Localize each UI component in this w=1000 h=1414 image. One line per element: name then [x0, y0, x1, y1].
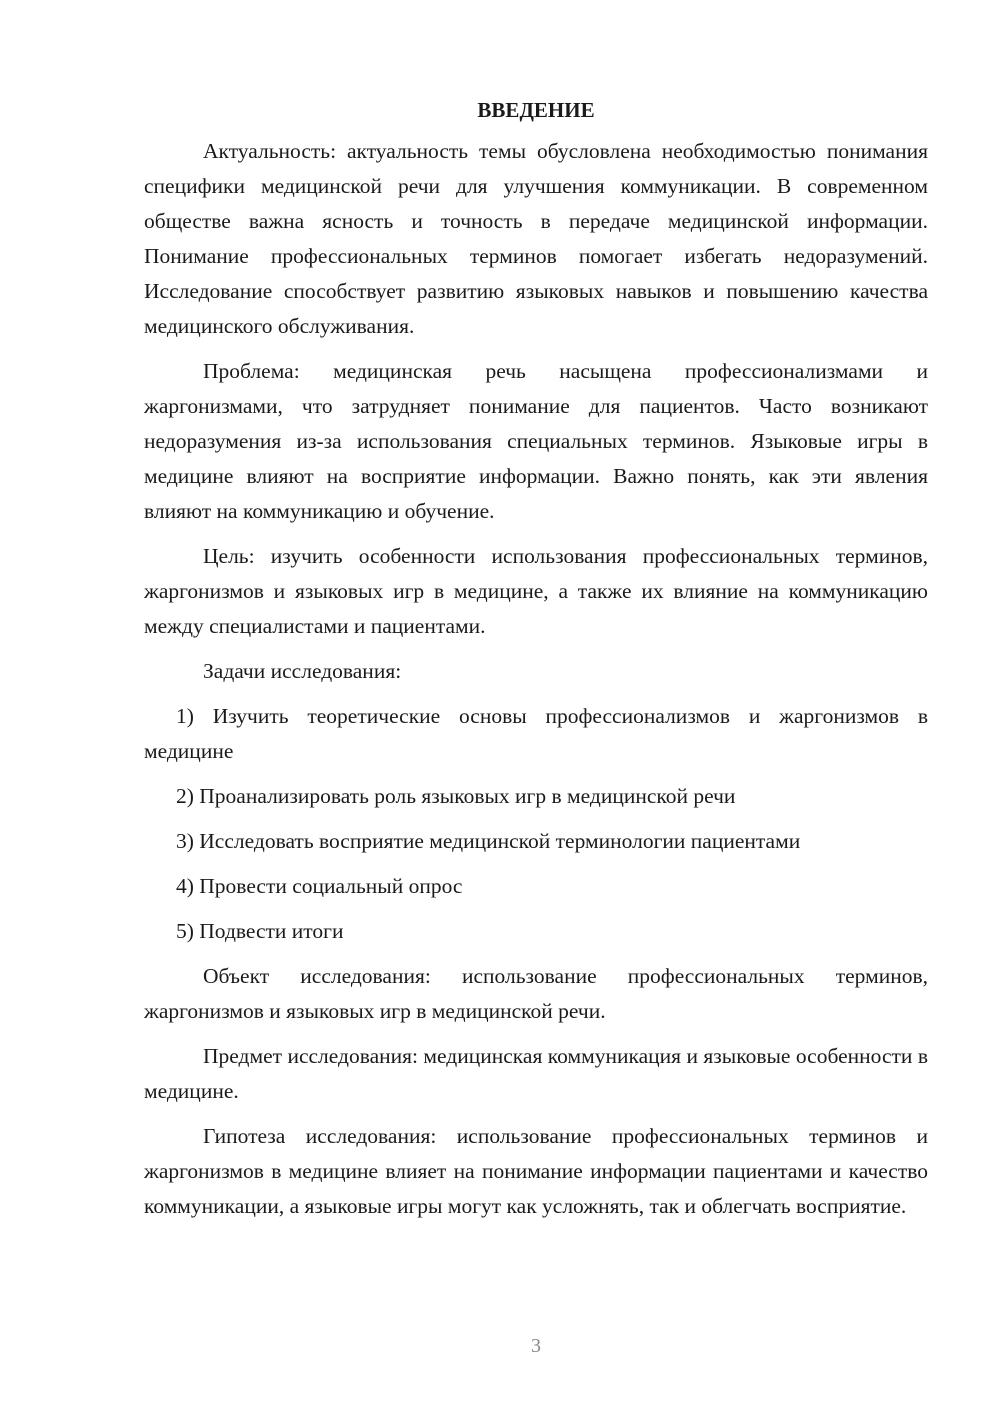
- page-title: ВВЕДЕНИЕ: [477, 98, 595, 122]
- object-paragraph: Объект исследования: использование профессиональных терминов, жаргонизмов и языковых игр в медицинской речи.: [144, 964, 928, 1023]
- list-item: 4) Провести социальный опрос: [176, 874, 463, 898]
- list-item: 5) Подвести итоги: [176, 919, 344, 943]
- list-item: 1) Изучить теоретические основы профессионализмов и жаргонизмов в медицине: [144, 704, 928, 763]
- list-item: 3) Исследовать восприятие медицинской терминологии пациентами: [176, 829, 801, 853]
- page-number: 3: [531, 1335, 541, 1357]
- hypothesis-paragraph: Гипотеза исследования: использование профессиональных терминов и жаргонизмов в медицине влияет на понимание информации пациентами и качество коммуникации, а языковые игры могут как усложнять, так и облегчать восприятие.: [144, 1124, 928, 1218]
- page-content: [144, 96, 928, 1234]
- subject-paragraph: Предмет исследования: медицинская коммуникация и языковые особенности в медицине.: [144, 1044, 928, 1103]
- tasks-heading: Задачи исследования:: [203, 659, 402, 683]
- relevance-paragraph: Актуальность: актуальность темы обусловлена необходимостью понимания специфики медицинской речи для улучшения коммуникации. В современном обществе важна ясность и точность в передаче медицинской информации. Понимание профессиональных терминов помогает избегать недоразумений. Исследование способствует развитию языковых навыков и повышению качества медицинского обслуживания.: [144, 139, 928, 338]
- problem-paragraph: Проблема: медицинская речь насыщена профессионализмами и жаргонизмами, что затрудняет понимание для пациентов. Часто возникают недоразумения из-за использования специальных терминов. Языковые игры в медицине влияют на восприятие информации. Важно понять, как эти явления влияют на коммуникацию и обучение.: [144, 359, 928, 523]
- tasks-list: [144, 699, 928, 949]
- list-item: 2) Проанализировать роль языковых игр в медицинской речи: [176, 784, 736, 808]
- goal-paragraph: Цель: изучить особенности использования профессиональных терминов, жаргонизмов и языковых игр в медицине, а также их влияние на коммуникацию между специалистами и пациентами.: [144, 544, 928, 638]
